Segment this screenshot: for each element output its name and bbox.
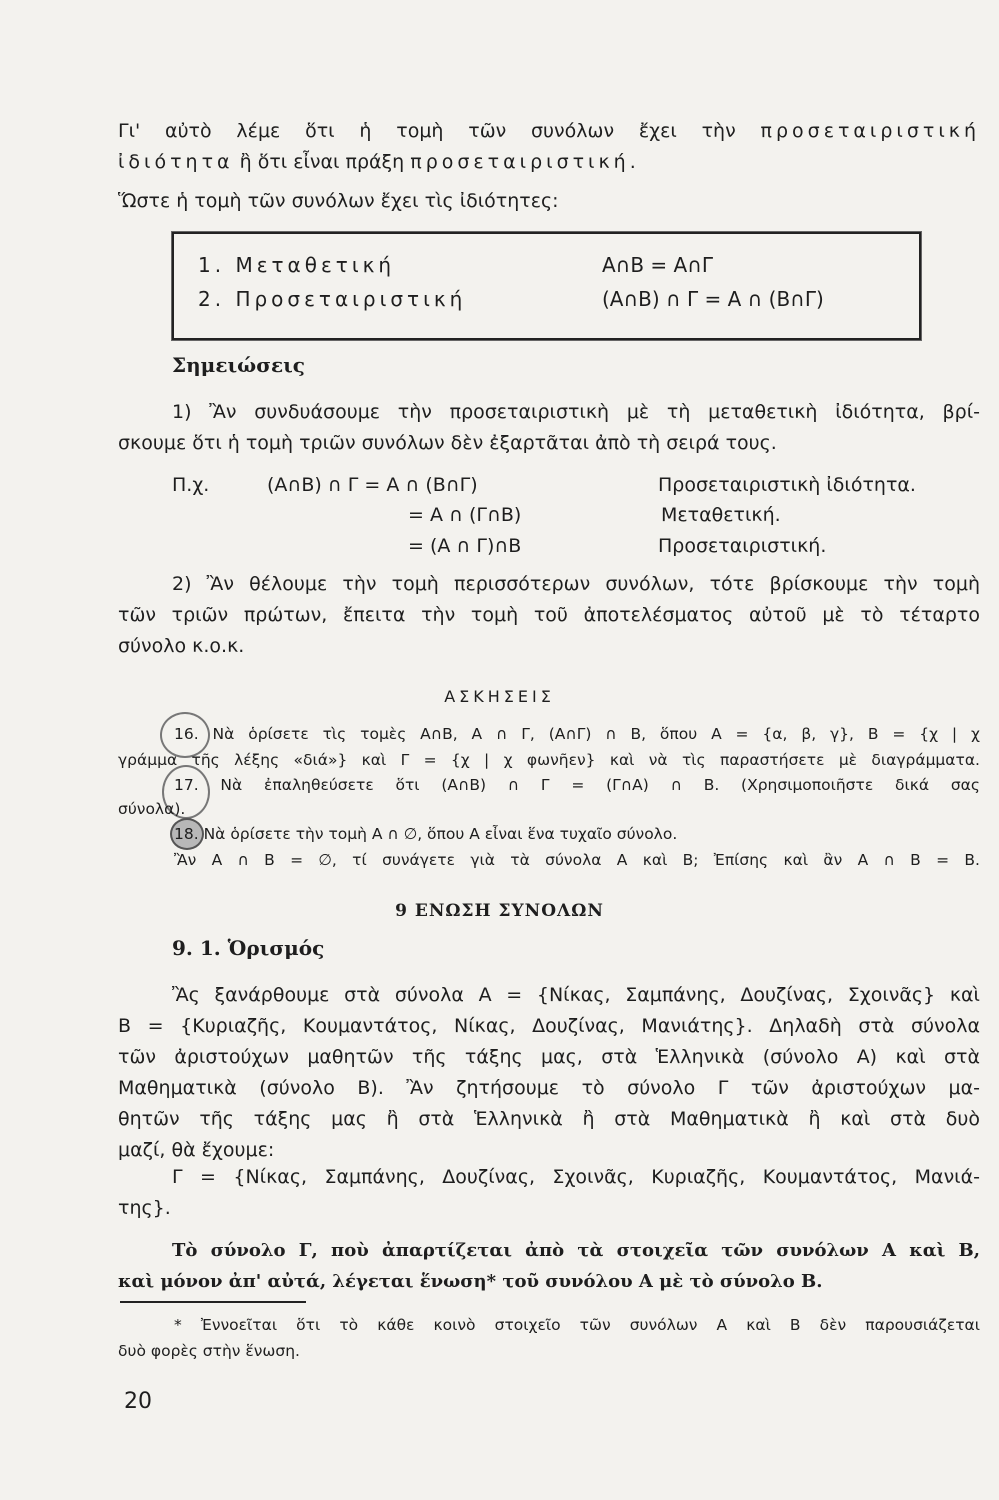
body-line-3: τῶν ἀριστούχων μαθητῶν τῆς τάξης μας, στὰ Ἑλληνικὰ (σύνολο A) καὶ στὰ [118, 1046, 980, 1068]
exercise-18-line-1: 18. Νὰ ὁρίσετε τὴν τομὴ A ∩ ∅, ὅπου A εἶναι ἕνα τυχαῖο σύνολο. [174, 825, 678, 843]
example-1-reason: Προσεταιριστικὴ ἰδιότητα. [658, 474, 916, 496]
text-line-1 [118, 116, 980, 147]
body-line-7: Γ = {Νίκας, Σαμπάνης, Δουζίνας, Σχοινᾶς, Κυριαζῆς, Κουμαντάτος, Μανιά- [172, 1166, 980, 1188]
example-label: Π.χ. [172, 474, 210, 496]
footnote-rule [120, 1301, 306, 1303]
body-line-6: μαζί, θὰ ἔχουμε: [118, 1139, 275, 1161]
body-line-1: Ἂς ξανάρθουμε στὰ σύνολα A = {Νίκας, Σαμπάνης, Δουζίνας, Σχοινᾶς} καὶ [172, 984, 980, 1006]
note-2-line-3: σύνολο κ.ο.κ. [118, 635, 245, 657]
note-1-line-2: σκουμε ὅτι ἡ τομὴ τριῶν συνόλων δὲν ἐξαρτᾶται ἀπὸ τὴ σειρά τους. [118, 432, 777, 454]
example-1-formula: (A∩B) ∩ Γ = A ∩ (B∩Γ) [267, 474, 478, 496]
line-1-text: Γι' αὐτὸ λέμε ὅτι ἡ τομὴ τῶν συνόλων ἔχει τὴν [118, 120, 736, 142]
note-1-line-1: 1) Ἂν συνδυάσουμε τὴν προσεταιριστικὴ μὲ τὴ μεταθετικὴ ἰδιότητα, βρί- [172, 401, 980, 423]
text-line-3: Ὥστε ἡ τομὴ τῶν συνόλων ἔχει τὶς ἰδιότητες: [118, 190, 559, 212]
exercise-16-line-1: 16. Νὰ ὁρίσετε τὶς τομὲς A∩B, A ∩ Γ, (A∩Γ) ∩ B, ὅπου A = {α, β, γ}, B = {χ | χ [174, 725, 980, 743]
definition-line-1: Τὸ σύνολο Γ, ποὺ ἀπαρτίζεται ἀπὸ τὰ στοιχεῖα τῶν συνόλων A καὶ B, [172, 1240, 980, 1261]
spaced-term-associative: προσεταιριστική [760, 120, 980, 142]
notes-heading: Σημειώσεις [172, 353, 305, 377]
properties-box [172, 232, 921, 340]
example-2-formula: = A ∩ (Γ∩B) [408, 504, 522, 526]
body-line-5: θητῶν τῆς τάξης μας ἢ στὰ Ἑλληνικὰ ἢ στὰ Μαθηματικὰ ἢ καὶ στὰ δυὸ [118, 1108, 980, 1130]
line-2-text: ἢ ὅτι εἶναι πράξη [239, 151, 405, 173]
spaced-term-property: ἰδιότητα [118, 151, 234, 173]
exercise-19-line-1: Ἂν A ∩ B = ∅, τί συνάγετε γιὰ τὰ σύνολα A καὶ B; Ἐπίσης καὶ ἂν A ∩ B = B. [174, 851, 980, 869]
page-number: 20 [124, 1389, 152, 1414]
exercise-17-line-1: 17. Νὰ ἐπαληθεύσετε ὅτι (A∩B) ∩ Γ = (Γ∩A) ∩ B. (Χρησιμοποιῆστε δικά σας [174, 776, 980, 794]
property-2-name: 2. Προσεταιριστική [198, 287, 467, 311]
example-3-formula: = (A ∩ Γ)∩B [408, 535, 522, 557]
text-line-2 [118, 147, 980, 178]
definition-line-2: καὶ μόνον ἀπ' αὐτά, λέγεται ἕνωση* τοῦ συνόλου A μὲ τὸ σύνολο B. [118, 1271, 823, 1292]
property-2-formula: (A∩B) ∩ Γ = A ∩ (B∩Γ) [602, 287, 824, 311]
example-2-reason: Μεταθετική. [661, 504, 781, 526]
footnote-line-1: * Ἐννοεῖται ὅτι τὸ κάθε κοινὸ στοιχεῖο τῶν συνόλων A καὶ B δὲν παρουσιάζεται [174, 1316, 980, 1334]
spaced-term-associative-2: προσεταιριστική. [410, 151, 640, 173]
property-1-formula: A∩B = A∩Γ [602, 253, 713, 277]
property-1-name: 1. Μεταθετική [198, 253, 396, 277]
note-2-line-2: τῶν τριῶν πρώτων, ἔπειτα τὴν τομὴ τοῦ ἀποτελέσματος αὐτοῦ μὲ τὸ τέταρτο [118, 604, 980, 626]
example-3-reason: Προσεταιριστική. [658, 535, 827, 557]
footnote-line-2: δυὸ φορὲς στὴν ἕνωση. [118, 1342, 300, 1360]
exercise-16-line-2: γράμμα τῆς λέξης «διά»} καὶ Γ = {χ | χ φωνῆεν} καὶ νὰ τὶς παραστήσετε μὲ διαγράμματα. [118, 751, 980, 769]
section-title: 9 ΕΝΩΣΗ ΣΥΝΟΛΩΝ [395, 901, 604, 921]
exercise-17-line-2: σύνολα). [118, 800, 186, 818]
note-2-line-1: 2) Ἂν θέλουμε τὴν τομὴ περισσότερων συνόλων, τότε βρίσκουμε τὴν τομὴ [172, 573, 980, 595]
exercises-heading: ΑΣΚΗΣΕΙΣ [444, 687, 555, 706]
section-subtitle: 9. 1. Ὁρισμός [172, 936, 325, 960]
body-line-4: Μαθηματικὰ (σύνολο B). Ἂν ζητήσουμε τὸ σύνολο Γ τῶν ἀριστούχων μα- [118, 1077, 980, 1099]
body-line-2: B = {Κυριαζῆς, Κουμαντάτος, Νίκας, Δουζίνας, Μανιάτης}. Δηλαδὴ στὰ σύνολα [118, 1015, 980, 1037]
body-line-8: της}. [118, 1197, 171, 1219]
